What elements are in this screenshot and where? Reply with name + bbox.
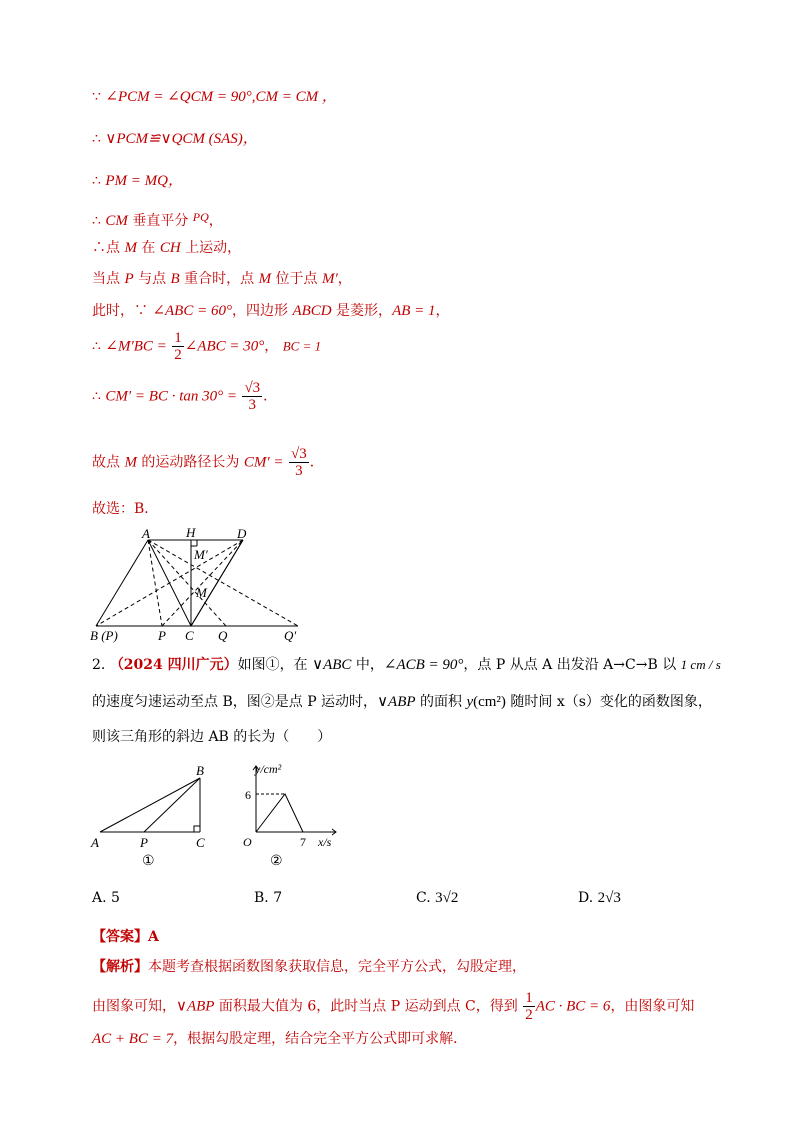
math-speed: 1 cm / s xyxy=(680,657,721,672)
math-m: M xyxy=(124,240,137,256)
math-expr: AC + BC = 7 xyxy=(92,1031,174,1047)
option-label: D. xyxy=(578,890,594,906)
text: 位于点 xyxy=(271,271,323,287)
math-bc: BC = 1 xyxy=(282,338,322,354)
math-abp: ∨ABP xyxy=(377,694,416,710)
fraction-half xyxy=(523,990,535,1023)
option-value: 3√2 xyxy=(435,890,459,906)
label-d: D xyxy=(237,526,247,541)
punct: ， xyxy=(208,213,223,229)
step-line-8 xyxy=(92,330,321,363)
rhombus-figure xyxy=(86,524,316,644)
function-graph xyxy=(236,756,346,871)
step-line-7 xyxy=(92,302,450,320)
analysis-label: 【解析】 xyxy=(92,959,148,975)
label-h: H xyxy=(186,525,196,540)
triangle-figure xyxy=(88,760,218,870)
text: ，由图象可知 xyxy=(610,998,695,1015)
step-line-3 xyxy=(92,172,183,190)
fraction-sqrt3-3 xyxy=(289,446,309,479)
math-abc: ∨ABC xyxy=(312,657,352,673)
text: 重合时，点 xyxy=(179,271,259,287)
step-2-text: ∨PCM≌∨QCM (SAS)， xyxy=(105,131,258,147)
text: 点 xyxy=(106,240,125,256)
text: 此时，∵ xyxy=(92,303,153,319)
label-q-prime: Q′ xyxy=(284,628,297,643)
label-m-prime: M′ xyxy=(194,547,208,562)
step-line-10 xyxy=(92,446,324,479)
math-expr: CM′ = xyxy=(243,454,284,471)
text: ，根据勾股定理，结合完全平方公式即可求解． xyxy=(173,1031,468,1047)
math-angle-abc: ∠ABC = 60° xyxy=(152,303,232,319)
step-line-1 xyxy=(92,88,337,106)
text: 故点 xyxy=(92,454,125,471)
label-b-p: B (P) xyxy=(90,628,118,643)
origin-label: O xyxy=(243,835,252,849)
label-q: Q xyxy=(218,628,228,643)
option-d[interactable] xyxy=(578,890,621,907)
because-symbol: ∵ xyxy=(92,89,101,105)
label-a: A xyxy=(142,526,150,541)
x-axis-label: x/s xyxy=(318,835,332,849)
frac-den: 2 xyxy=(525,1007,533,1023)
step-1-text: ∠PCM = ∠QCM = 90°,CM = CM ， xyxy=(105,89,337,105)
label-p: P xyxy=(140,835,148,850)
question-source: （2024 四川广元） xyxy=(109,657,238,673)
label-p: P xyxy=(158,628,166,643)
step-line-4 xyxy=(92,208,223,230)
question-2-line-2 xyxy=(92,693,712,711)
label-b: B xyxy=(196,763,204,778)
text: 中， xyxy=(351,657,384,673)
math-cm: CM xyxy=(105,213,128,229)
analysis-line-2 xyxy=(92,990,694,1023)
frac-den: 3 xyxy=(248,397,257,413)
frac-num: √3 xyxy=(290,446,307,462)
step-line-2 xyxy=(92,130,258,148)
math-pq: PQ xyxy=(192,210,209,224)
frac-num: √3 xyxy=(244,380,261,396)
therefore-symbol: ∴ xyxy=(92,131,101,147)
frac-den: 2 xyxy=(174,347,182,363)
tick-6: 6 xyxy=(245,788,251,802)
label-a: A xyxy=(91,835,99,850)
step-3-text: PM = MQ， xyxy=(105,173,183,189)
math-p: P xyxy=(124,271,134,287)
punct: ． xyxy=(309,454,324,471)
text: 如图①，在 xyxy=(237,657,313,673)
text: 随时间 x（s）变化的函数图象， xyxy=(505,694,712,710)
text: 的运动路径长为 xyxy=(136,454,244,471)
punct: ． xyxy=(263,388,278,405)
label-c: C xyxy=(185,628,194,643)
step-line-9 xyxy=(92,380,277,413)
option-c[interactable] xyxy=(416,890,458,907)
math-expr: ∠M′BC = xyxy=(105,338,167,355)
math-ab: AB = 1 xyxy=(392,303,436,319)
math-m-prime: M′ xyxy=(322,271,338,287)
math-m: M xyxy=(258,271,272,287)
math-abcd: ABCD xyxy=(292,303,332,319)
figure-caption-1: ① xyxy=(142,854,155,869)
math-m: M xyxy=(124,454,137,471)
option-b[interactable]: B. 7 xyxy=(254,890,283,906)
option-value: 2√3 xyxy=(597,890,621,906)
analysis-line-3 xyxy=(92,1030,467,1048)
math-unit: (cm²) xyxy=(473,694,506,710)
frac-num: 1 xyxy=(525,990,533,1006)
math-angle: ∠ACB = 90° xyxy=(383,657,464,673)
step-line-6 xyxy=(92,270,352,288)
option-label: C. xyxy=(416,890,431,906)
punct: ， xyxy=(337,271,352,287)
question-number: 2. xyxy=(92,657,106,673)
math-expr: CM′ = BC · tan 30° = xyxy=(105,388,237,405)
label-m: M xyxy=(196,585,207,600)
math-b: B xyxy=(170,271,180,287)
math-y: y xyxy=(466,694,474,710)
step-line-5 xyxy=(92,239,241,257)
step-4-text: 垂直平分 xyxy=(127,213,193,229)
text: 与点 xyxy=(133,271,171,287)
therefore-symbol: ∴ xyxy=(92,213,101,229)
answer-value: A xyxy=(148,929,159,945)
text: ，四边形 xyxy=(231,303,293,319)
punct: ， xyxy=(435,303,450,319)
text: 当点 xyxy=(92,271,125,287)
answer-line xyxy=(92,928,159,946)
fraction-sqrt3-3 xyxy=(242,380,262,413)
figure-caption-2: ② xyxy=(270,854,283,869)
math-expr: ∠ABC = 30° xyxy=(184,338,265,355)
question-2-line-1 xyxy=(92,656,721,674)
question-2-line-3: 则该三角形的斜边 AB 的长为（ ） xyxy=(92,729,332,745)
text: 的面积 xyxy=(415,694,467,710)
y-axis-label: y/cm² xyxy=(255,762,282,776)
analysis-line-1 xyxy=(92,958,526,976)
step-line-11: 故选：B． xyxy=(92,501,159,517)
therefore-symbol: ∴ xyxy=(92,240,106,256)
text: 的速度匀速运动至点 B，图②是点 P 运动时， xyxy=(92,694,378,710)
punct: ， xyxy=(264,338,279,355)
option-a[interactable]: A. 5 xyxy=(92,890,120,906)
fraction-half xyxy=(172,330,184,363)
frac-den: 3 xyxy=(295,463,303,479)
label-c: C xyxy=(196,835,205,850)
analysis-text: 本题考查根据函数图象获取信息，完全平方公式，勾股定理， xyxy=(148,959,526,975)
text: 在 xyxy=(136,240,160,256)
text: 面积最大值为 6，此时当点 P 运动到点 C，得到 xyxy=(214,998,523,1015)
text: 上运动， xyxy=(180,240,242,256)
therefore-symbol: ∴ xyxy=(92,173,101,189)
text: 是菱形， xyxy=(331,303,393,319)
therefore-symbol: ∴ xyxy=(92,338,101,355)
frac-num: 1 xyxy=(174,330,182,346)
math-expr: AC · BC = 6 xyxy=(535,998,611,1015)
therefore-symbol: ∴ xyxy=(92,388,101,405)
math-ch: CH xyxy=(159,240,181,256)
text: 由图象可知， xyxy=(92,998,176,1015)
answer-label: 【答案】 xyxy=(92,929,148,945)
math-abp: ∨ABP xyxy=(176,998,215,1015)
tick-7: 7 xyxy=(300,835,306,849)
text: ，点 P 从点 A 出发沿 A→C→B 以 xyxy=(463,657,681,673)
